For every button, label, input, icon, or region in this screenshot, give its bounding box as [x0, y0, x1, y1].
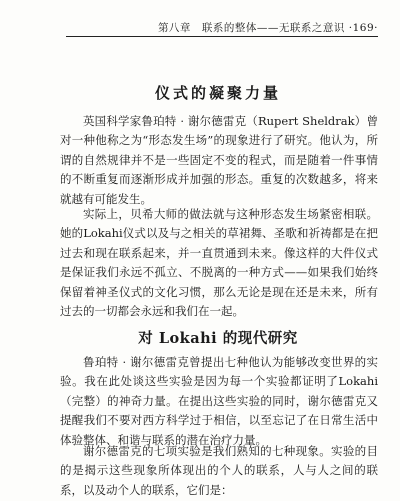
running-header: 第八章 联系的整体——无联系之意识 ·169· [157, 22, 378, 34]
paragraph-experiment-purpose: 谢尔德雷克的七项实验是我们熟知的七种现象。实验的目的是揭示这些现象所体现出的个人的联系，人与人之间的联系，以及动个人的联系，它们是： [60, 444, 378, 497]
section-title-lokahi-research: 对 Lokahi 的现代研究 [138, 330, 298, 347]
paragraph-seven-experiments: 鲁珀特 · 谢尔德雷克曾提出七种他认为能够改变世界的实验。我在此处谈这些实验是因为每一个实验都证明了Lokahi（完整）的神奇力量。在提出这些实验的同时，谢尔德雷克又提醒我们不要对西方科学过于相信，以至忘记了在日常生活中体验整体、和谐与联系的潜在治疗力量。 [60, 355, 378, 447]
section-title-ritual-power: 仪式的凝聚力量 [154, 84, 281, 102]
paragraph-morphic-field: 英国科学家鲁珀特 · 谢尔德雷克（Rupert Sheldrak）曾对一种他称之为“形态发生场”的现象进行了研究。他认为，所谓的自然规律并不是一些固定不变的程式，而是随着一件事情的不断重复而逐渐形成并加强的形态。重复的次数越多，将来就越有可能发生。 [60, 114, 378, 206]
paragraph-lokahi-ritual: 实际上，贝希大师的做法就与这种形态发生场紧密相联。她的Lokahi仪式以及与之相关的草裙舞、圣歌和祈祷都是在把过去和现在联系起来，并一直贯通到未来。像这样的大件仪式是保证我们永远不孤立、不脱离的一种方式——如果我们始终保留着神圣仪式的文化习惯，那么无论是现在还是未来，所有过去的一切都会永远和我们在一起。 [60, 207, 378, 319]
header-rule [66, 36, 378, 37]
